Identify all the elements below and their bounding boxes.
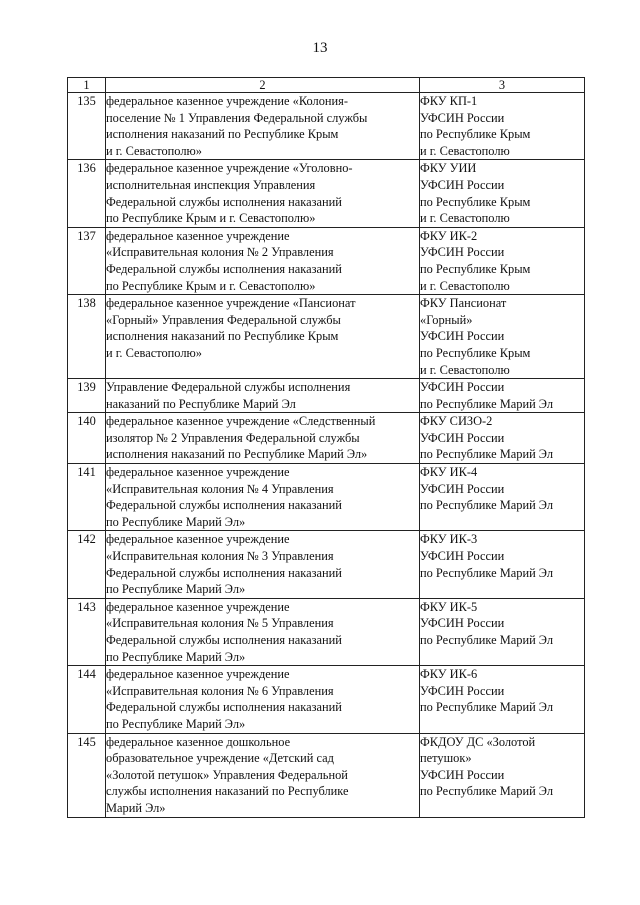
short-name-line: по Республике Крым xyxy=(420,261,531,276)
short-name-line: ФКУ УИИ xyxy=(420,161,477,176)
table-row xyxy=(68,464,585,531)
full-name-line: федеральное казенное дошкольное xyxy=(106,734,291,749)
short-name-line: УФСИН России xyxy=(420,430,505,445)
full-name-line: «Исправительная колония № 3 Управления xyxy=(106,549,334,564)
full-name-line: федеральное казенное учреждение «Пансионат xyxy=(106,296,356,311)
institutions-table xyxy=(67,77,585,818)
short-name-line: УФСИН России xyxy=(420,549,505,564)
full-name-line: Марий Эл» xyxy=(106,800,166,815)
table-row xyxy=(68,531,585,598)
short-name-line: по Республике Марий Эл xyxy=(420,396,554,411)
short-name-line: по Республике Марий Эл xyxy=(420,565,554,580)
full-name-line: «Исправительная колония № 2 Управления xyxy=(106,245,334,260)
full-name-line: Федеральной службы исполнения наказаний xyxy=(106,565,342,580)
short-name-line: по Республике Крым xyxy=(420,345,531,360)
full-name-line: поселение № 1 Управления Федеральной службы xyxy=(106,110,368,125)
full-name-line: «Золотой петушок» Управления Федеральной xyxy=(106,767,348,782)
full-name-line: по Республике Марий Эл» xyxy=(106,716,246,731)
institution-short-name xyxy=(420,379,585,413)
full-name-line: федеральное казенное учреждение xyxy=(106,667,290,682)
full-name-line: Федеральной службы исполнения наказаний xyxy=(106,700,342,715)
short-name-line: по Республике Марий Эл xyxy=(420,633,554,647)
institution-full-name xyxy=(106,666,420,733)
short-name-line: и г. Севастополю xyxy=(420,362,510,377)
full-name-line: федеральное казенное учреждение «Колония- xyxy=(106,94,348,108)
full-name-line: федеральное казенное учреждение xyxy=(106,532,290,547)
institution-short-name xyxy=(420,666,585,733)
institution-full-name xyxy=(106,160,420,227)
short-name-line: по Республике Марий Эл xyxy=(420,498,554,513)
full-name-line: по Республике Крым и г. Севастополю» xyxy=(106,278,316,293)
full-name-line: федеральное казенное учреждение xyxy=(106,228,290,243)
full-name-line: федеральное казенное учреждение xyxy=(106,465,290,480)
full-name-line: по Республике Марий Эл» xyxy=(106,514,246,529)
table-row xyxy=(68,379,585,413)
row-number: 140 xyxy=(68,413,106,464)
short-name-line: ФКУ ИК-5 xyxy=(420,599,478,614)
short-name-line: УФСИН России xyxy=(420,110,505,125)
institution-full-name xyxy=(106,598,420,665)
table-row xyxy=(68,666,585,733)
row-number: 141 xyxy=(68,464,106,531)
row-number: 136 xyxy=(68,160,106,227)
row-number: 135 xyxy=(68,93,106,160)
table-row xyxy=(68,413,585,464)
table-body xyxy=(68,93,585,818)
institution-full-name xyxy=(106,413,420,464)
table-row xyxy=(68,160,585,227)
full-name-line: «Исправительная колония № 4 Управления xyxy=(106,481,334,496)
short-name-line: УФСИН России xyxy=(420,329,505,344)
table-row xyxy=(68,598,585,665)
short-name-line: ФКУ КП-1 xyxy=(420,94,478,108)
institution-full-name xyxy=(106,295,420,379)
full-name-line: «Горный» Управления Федеральной службы xyxy=(106,312,341,327)
full-name-line: федеральное казенное учреждение xyxy=(106,599,290,614)
short-name-line: УФСИН России xyxy=(420,683,505,698)
short-name-line: и г. Севастополю xyxy=(420,211,510,226)
institution-full-name xyxy=(106,733,420,817)
institution-short-name xyxy=(420,598,585,665)
full-name-line: исполнения наказаний по Республике Марий Эл» xyxy=(106,447,368,462)
institution-short-name xyxy=(420,160,585,227)
short-name-line: УФСИН России xyxy=(420,616,505,631)
full-name-line: наказаний по Республике Марий Эл xyxy=(106,396,296,411)
table-row xyxy=(68,733,585,817)
header-cell-short-name: 3 xyxy=(420,78,585,93)
short-name-line: «Горный» xyxy=(420,312,473,327)
full-name-line: Управление Федеральной службы исполнения xyxy=(106,380,351,395)
short-name-line: УФСИН России xyxy=(420,245,505,260)
full-name-line: по Республике Марий Эл» xyxy=(106,649,246,664)
full-name-line: Федеральной службы исполнения наказаний xyxy=(106,261,342,276)
full-name-line: Федеральной службы исполнения наказаний xyxy=(106,498,342,513)
institution-full-name xyxy=(106,379,420,413)
full-name-line: исполнения наказаний по Республике Крым xyxy=(106,127,339,142)
row-number: 138 xyxy=(68,295,106,379)
full-name-line: Федеральной службы исполнения наказаний xyxy=(106,194,342,209)
institution-short-name xyxy=(420,531,585,598)
header-cell-name: 2 xyxy=(106,78,420,93)
institution-full-name xyxy=(106,93,420,160)
full-name-line: «Исправительная колония № 6 Управления xyxy=(106,683,334,698)
page-number: 13 xyxy=(312,40,328,56)
institution-short-name xyxy=(420,733,585,817)
full-name-line: и г. Севастополю» xyxy=(106,345,202,360)
short-name-line: ФКУ ИК-6 xyxy=(420,667,478,682)
header-cell-number: 1 xyxy=(68,78,106,93)
table-header-row xyxy=(68,78,585,93)
row-number: 144 xyxy=(68,666,106,733)
institution-short-name xyxy=(420,464,585,531)
full-name-line: образовательное учреждение «Детский сад xyxy=(106,751,334,766)
institution-full-name xyxy=(106,464,420,531)
full-name-line: федеральное казенное учреждение «Уголовно- xyxy=(106,161,353,176)
short-name-line: по Республике Крым xyxy=(420,194,531,209)
row-number: 139 xyxy=(68,379,106,413)
row-number: 142 xyxy=(68,531,106,598)
short-name-line: УФСИН России xyxy=(420,380,505,395)
short-name-line: по Республике Крым xyxy=(420,127,531,142)
short-name-line: петушок» xyxy=(420,751,472,766)
full-name-line: изолятор № 2 Управления Федеральной службы xyxy=(106,430,360,445)
institution-short-name xyxy=(420,413,585,464)
full-name-line: федеральное казенное учреждение «Следственный xyxy=(106,414,376,429)
short-name-line: по Республике Марий Эл xyxy=(420,784,554,799)
short-name-line: по Республике Марий Эл xyxy=(420,700,554,715)
short-name-line: ФКУ ИК-2 xyxy=(420,228,478,243)
table-row xyxy=(68,93,585,160)
table-row xyxy=(68,295,585,379)
institution-short-name xyxy=(420,227,585,294)
short-name-line: ФКУ ИК-4 xyxy=(420,465,478,480)
table-row xyxy=(68,227,585,294)
row-number: 145 xyxy=(68,733,106,817)
short-name-line: и г. Севастополю xyxy=(420,278,510,293)
short-name-line: ФКДОУ ДС «Золотой xyxy=(420,734,536,749)
short-name-line: ФКУ ИК-3 xyxy=(420,532,478,547)
row-number: 137 xyxy=(68,227,106,294)
full-name-line: исполнения наказаний по Республике Крым xyxy=(106,329,339,344)
short-name-line: и г. Севастополю xyxy=(420,143,510,158)
full-name-line: Федеральной службы исполнения наказаний xyxy=(106,633,342,647)
full-name-line: и г. Севастополю» xyxy=(106,143,202,158)
institution-full-name xyxy=(106,531,420,598)
short-name-line: УФСИН России xyxy=(420,481,505,496)
short-name-line: ФКУ Пансионат xyxy=(420,296,507,311)
row-number: 143 xyxy=(68,598,106,665)
institution-short-name xyxy=(420,295,585,379)
short-name-line: по Республике Марий Эл xyxy=(420,447,554,462)
institution-short-name xyxy=(420,93,585,160)
full-name-line: службы исполнения наказаний по Республике xyxy=(106,784,349,799)
full-name-line: «Исправительная колония № 5 Управления xyxy=(106,616,334,631)
full-name-line: по Республике Крым и г. Севастополю» xyxy=(106,211,316,226)
short-name-line: ФКУ СИЗО-2 xyxy=(420,414,493,429)
short-name-line: УФСИН России xyxy=(420,767,505,782)
full-name-line: по Республике Марий Эл» xyxy=(106,582,246,597)
short-name-line: УФСИН России xyxy=(420,177,505,192)
institution-full-name xyxy=(106,227,420,294)
full-name-line: исполнительная инспекция Управления xyxy=(106,177,316,192)
